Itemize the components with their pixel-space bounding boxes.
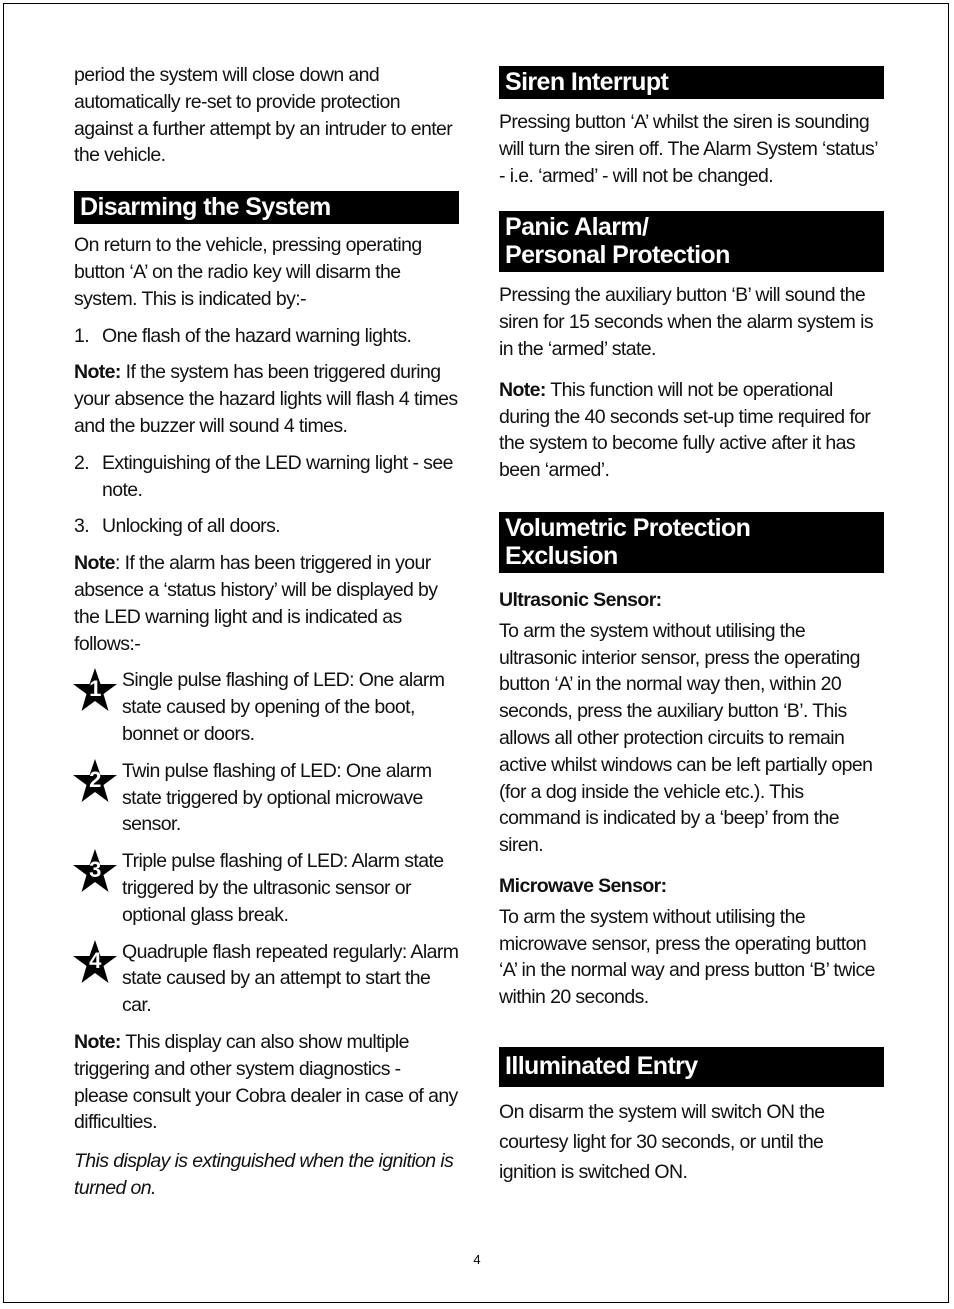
list-text: One flash of the hazard warning lights. bbox=[102, 324, 412, 347]
star-number: 1 bbox=[89, 676, 101, 702]
status-text: Quadruple flash repeated regularly: Alarm state caused by an attempt to start the car. bbox=[122, 940, 459, 1017]
note-text: This function will not be operational during the 40 seconds set-up time required for the system to become fully active after it has been ‘armed’. bbox=[499, 378, 871, 482]
siren-paragraph: Pressing button ‘A’ whilst the siren is sounding will turn the siren off. The Alarm System ‘status’ - i.e. ‘armed’ - will not be changed. bbox=[499, 111, 878, 187]
star-1-icon bbox=[72, 667, 122, 717]
star-number: 2 bbox=[89, 766, 101, 792]
status-text: Single pulse flashing of LED: One alarm state caused by opening of the boot, bonnet or doors. bbox=[122, 669, 445, 745]
illuminated-paragraph: On disarm the system will switch ON the courtesy light for 30 seconds, or until the ignition is switched ON. bbox=[499, 1100, 825, 1183]
status-item bbox=[74, 848, 459, 928]
note-label: Note bbox=[74, 552, 115, 575]
status-item bbox=[74, 758, 459, 838]
star-4-icon bbox=[72, 939, 122, 989]
note-text: If the system has been triggered during your absence the hazard lights will flash 4 times and the buzzer will sound 4 times. bbox=[74, 361, 458, 437]
list-text: Extinguishing of the LED warning light - see note. bbox=[102, 451, 453, 501]
list-item bbox=[74, 323, 459, 350]
star-number: 3 bbox=[89, 857, 101, 883]
status-text: Triple pulse flashing of LED: Alarm state triggered by the ultrasonic sensor or optional glass break. bbox=[122, 850, 444, 926]
list-number: 3. bbox=[74, 515, 90, 538]
heading-line: Exclusion bbox=[505, 541, 618, 570]
star-number: 4 bbox=[89, 947, 101, 973]
panic-paragraph: Pressing the auxiliary button ‘B’ will sound the siren for 15 seconds when the alarm system is in the ‘armed’ state. bbox=[499, 284, 874, 360]
note-paragraph bbox=[74, 1029, 459, 1136]
italic-note: This display is extinguished when the ignition is turned on. bbox=[74, 1150, 454, 1199]
list-item bbox=[74, 450, 459, 504]
note-paragraph bbox=[74, 550, 459, 657]
disarm-paragraph: On return to the vehicle, pressing operating button ‘A’ on the radio key will disarm the system. This is indicated by:- bbox=[74, 234, 422, 310]
illuminated-entry-heading: Illuminated Entry bbox=[499, 1047, 884, 1087]
intro-paragraph: period the system will close down and automatically re-set to provide protection against a further attempt by an intruder to enter the vehicle. bbox=[74, 64, 453, 167]
note-text: : If the alarm has been triggered in your absence a ‘status history’ will be displayed by the LED warning light and is indicated as follows:- bbox=[74, 552, 438, 655]
heading-line: Panic Alarm/ bbox=[505, 213, 649, 242]
right-column bbox=[499, 66, 884, 1187]
list-item bbox=[74, 513, 459, 540]
star-3-icon bbox=[72, 848, 122, 898]
ultrasonic-subheading: Ultrasonic Sensor: bbox=[499, 588, 662, 611]
page-number: 4 bbox=[473, 1252, 481, 1267]
note-text: This display can also show multiple triggering and other system diagnostics - please consult your Cobra dealer in case of any difficulties. bbox=[74, 1030, 458, 1134]
note-label: Note: bbox=[74, 361, 121, 384]
star-2-icon bbox=[72, 758, 122, 808]
left-column bbox=[74, 62, 459, 1202]
ultrasonic-paragraph: To arm the system without utilising the ultrasonic interior sensor, press the operating button ‘A’ in the normal way then, within 20 seconds, press the auxiliary button ‘B’. This allows all other protection circuits to remain active whilst windows can be left partially open (for a dog inside the vehicle etc.). This command is indicated by a ‘beep’ from the siren. bbox=[499, 619, 873, 857]
note-paragraph bbox=[499, 377, 884, 484]
list-number: 1. bbox=[74, 324, 90, 347]
note-label: Note: bbox=[499, 378, 546, 401]
heading-line: Personal Protection bbox=[505, 241, 730, 270]
status-item bbox=[74, 667, 459, 747]
note-paragraph bbox=[74, 359, 459, 439]
panic-alarm-heading bbox=[499, 211, 884, 272]
microwave-subheading: Microwave Sensor: bbox=[499, 874, 667, 897]
status-item bbox=[74, 939, 459, 1019]
note-label: Note: bbox=[74, 1030, 121, 1053]
status-text: Twin pulse flashing of LED: One alarm state triggered by optional microwave sensor. bbox=[122, 759, 432, 836]
disarming-heading: Disarming the System bbox=[74, 191, 459, 224]
microwave-paragraph: To arm the system without utilising the microwave sensor, press the operating button ‘A’ in the normal way and press button ‘B’ twice within 20 seconds. bbox=[499, 905, 875, 1009]
siren-interrupt-heading: Siren Interrupt bbox=[499, 66, 884, 99]
heading-line: Volumetric Protection bbox=[505, 513, 751, 542]
list-number: 2. bbox=[74, 451, 90, 474]
volumetric-heading bbox=[499, 512, 884, 573]
list-text: Unlocking of all doors. bbox=[102, 515, 281, 538]
